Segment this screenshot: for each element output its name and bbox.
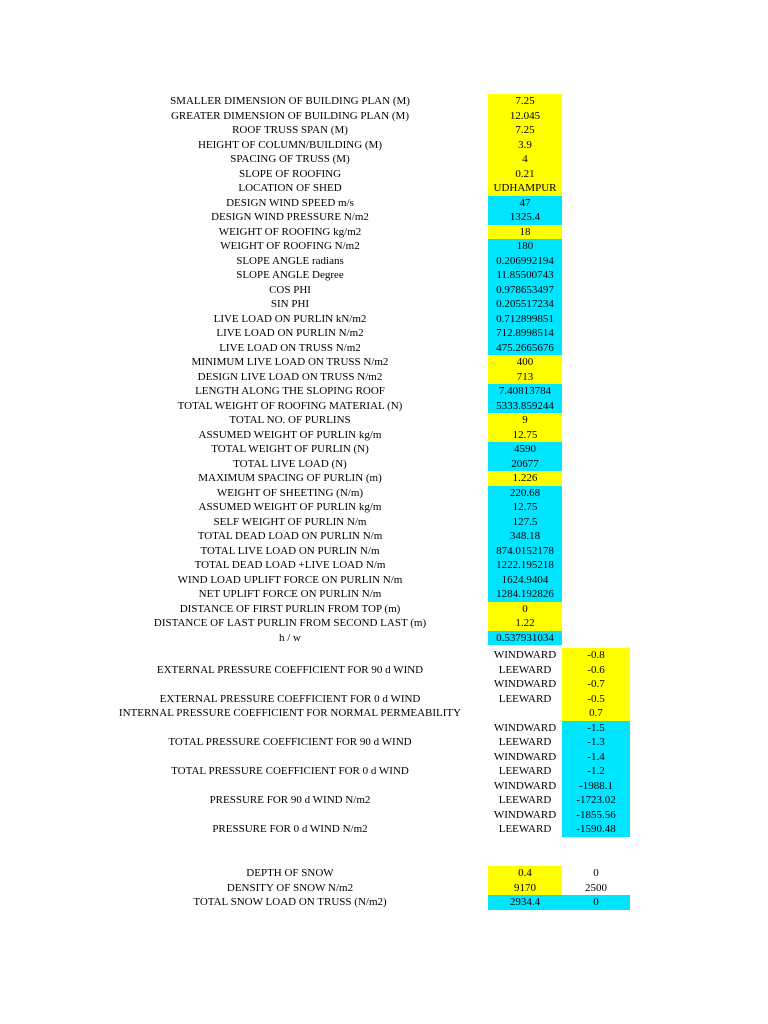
- param-label: DESIGN LIVE LOAD ON TRUSS N/m2: [197, 370, 383, 383]
- coefficient-row: [0, 706, 768, 721]
- param-row: [0, 239, 768, 254]
- param-row: [0, 428, 768, 443]
- snow-row: [0, 881, 768, 896]
- param-label: COS PHI: [269, 283, 311, 296]
- param-value-cell[interactable]: 12.75: [488, 500, 562, 515]
- wind-side-tag: LEEWARD: [498, 794, 552, 806]
- wind-side-tag: WINDWARD: [493, 721, 557, 734]
- coefficient-value-cell[interactable]: -1988.1: [562, 779, 630, 794]
- param-row: [0, 587, 768, 602]
- param-label: SPACING OF TRUSS (M): [230, 153, 350, 165]
- coefficient-row: [0, 764, 768, 779]
- param-row: [0, 355, 768, 370]
- param-label: SELF WEIGHT OF PURLIN N/m: [213, 515, 367, 528]
- param-value-cell[interactable]: 4: [488, 152, 562, 167]
- param-row: [0, 413, 768, 428]
- snow-label: DENSITY OF SNOW N/m2: [226, 881, 354, 894]
- param-value-cell[interactable]: 127.5: [488, 515, 562, 530]
- param-row: [0, 370, 768, 385]
- param-row: [0, 196, 768, 211]
- param-value-cell[interactable]: 1624.9404: [488, 573, 562, 588]
- coefficient-value-cell[interactable]: 0.7: [562, 706, 630, 721]
- coefficient-value-cell[interactable]: -1.2: [562, 764, 630, 779]
- param-value-cell[interactable]: 400: [488, 355, 562, 370]
- wind-side-tag: WINDWARD: [493, 808, 557, 821]
- coefficient-label: EXTERNAL PRESSURE COEFFICIENT FOR 0 d WIND: [159, 692, 421, 705]
- coefficient-value-cell[interactable]: -1855.56: [562, 808, 630, 823]
- snow-extra-cell[interactable]: 2500: [585, 881, 607, 894]
- param-label: DISTANCE OF FIRST PURLIN FROM TOP (m): [179, 602, 401, 615]
- param-value-cell[interactable]: 0.537931034: [488, 631, 562, 646]
- param-row: [0, 616, 768, 631]
- param-label: ROOF TRUSS SPAN (M): [232, 124, 348, 136]
- param-row: [0, 442, 768, 457]
- coefficient-value-cell[interactable]: -0.6: [562, 663, 630, 678]
- param-value-cell[interactable]: 475.2665676: [488, 341, 562, 356]
- coefficient-row: [0, 735, 768, 750]
- param-row: [0, 384, 768, 399]
- param-label: SIN PHI: [270, 298, 310, 310]
- param-value-cell[interactable]: 20677: [488, 457, 562, 472]
- param-label: LENGTH ALONG THE SLOPING ROOF: [195, 385, 385, 397]
- param-row: [0, 254, 768, 269]
- param-value-cell[interactable]: 1.22: [488, 616, 562, 631]
- param-value-cell[interactable]: 874.0152178: [488, 544, 562, 559]
- snow-extra-cell[interactable]: 0: [593, 867, 599, 879]
- param-value-cell[interactable]: 0.21: [488, 167, 562, 182]
- coefficient-label: EXTERNAL PRESSURE COEFFICIENT FOR 90 d WIND: [156, 663, 424, 676]
- wind-side-tag: WINDWARD: [493, 649, 557, 661]
- param-label: SLOPE ANGLE Degree: [236, 269, 344, 281]
- param-label: LIVE LOAD ON PURLIN kN/m2: [213, 312, 367, 325]
- param-label: WIND LOAD UPLIFT FORCE ON PURLIN N/m: [177, 573, 403, 586]
- param-label: WEIGHT OF ROOFING N/m2: [220, 240, 360, 252]
- param-row: [0, 573, 768, 588]
- coefficient-row: [0, 648, 768, 663]
- param-row: [0, 399, 768, 414]
- param-label: DISTANCE OF LAST PURLIN FROM SECOND LAST (m): [153, 617, 427, 629]
- snow-label: DEPTH OF SNOW: [246, 867, 334, 879]
- param-value-cell[interactable]: 0.978653497: [488, 283, 562, 298]
- param-value-cell[interactable]: 0.205517234: [488, 297, 562, 312]
- param-row: [0, 152, 768, 167]
- param-label: DESIGN WIND PRESSURE N/m2: [211, 211, 369, 223]
- param-label: DESIGN WIND SPEED m/s: [226, 196, 354, 209]
- param-row: [0, 138, 768, 153]
- coefficient-row: [0, 721, 768, 736]
- param-row: [0, 268, 768, 283]
- coefficient-value-cell[interactable]: -0.5: [562, 692, 630, 707]
- wind-side-tag: WINDWARD: [493, 779, 557, 792]
- param-row: [0, 181, 768, 196]
- wind-side-tag: LEEWARD: [498, 663, 552, 676]
- param-value-cell[interactable]: 7.25: [488, 94, 562, 109]
- param-value-cell[interactable]: 11.85500743: [488, 268, 562, 283]
- coefficient-row: [0, 779, 768, 794]
- param-label: TOTAL WEIGHT OF ROOFING MATERIAL (N): [177, 399, 403, 412]
- param-row: [0, 341, 768, 356]
- param-label: ASSUMED WEIGHT OF PURLIN kg/m: [198, 501, 382, 513]
- coefficient-row: [0, 677, 768, 692]
- param-row: [0, 297, 768, 312]
- wind-side-tag: LEEWARD: [498, 736, 552, 748]
- snow-value-cell[interactable]: 0.4: [488, 866, 562, 881]
- param-row: [0, 283, 768, 298]
- param-row: [0, 326, 768, 341]
- coefficient-value-cell[interactable]: -0.8: [562, 648, 630, 663]
- coefficient-row: [0, 822, 768, 837]
- coefficient-label: PRESSURE FOR 0 d WIND N/m2: [212, 823, 368, 835]
- param-value-cell[interactable]: 18: [488, 225, 562, 240]
- param-row: [0, 529, 768, 544]
- param-row: [0, 457, 768, 472]
- param-value-cell[interactable]: 0: [488, 602, 562, 617]
- param-label: TOTAL DEAD LOAD ON PURLIN N/m: [197, 530, 383, 542]
- param-row: [0, 225, 768, 240]
- param-label: LIVE LOAD ON PURLIN N/m2: [216, 327, 364, 339]
- param-value-cell[interactable]: 12.045: [488, 109, 562, 124]
- param-label: MINIMUM LIVE LOAD ON TRUSS N/m2: [191, 356, 389, 368]
- param-value-cell[interactable]: 47: [488, 196, 562, 211]
- param-row: [0, 312, 768, 327]
- snow-value-cell[interactable]: 2934.4: [488, 895, 562, 910]
- param-value-cell[interactable]: 712.8998514: [488, 326, 562, 341]
- param-row: [0, 602, 768, 617]
- param-label: MAXIMUM SPACING OF PURLIN (m): [198, 472, 382, 484]
- coefficient-label: PRESSURE FOR 90 d WIND N/m2: [209, 794, 371, 806]
- param-label: TOTAL LIVE LOAD ON PURLIN N/m: [200, 544, 380, 557]
- param-label: SMALLER DIMENSION OF BUILDING PLAN (M): [170, 95, 410, 107]
- param-value-cell[interactable]: 7.25: [488, 123, 562, 138]
- param-value-cell[interactable]: 180: [488, 239, 562, 254]
- param-row: [0, 558, 768, 573]
- param-label: TOTAL DEAD LOAD +LIVE LOAD N/m: [194, 559, 386, 571]
- param-label: TOTAL NO. OF PURLINS: [229, 414, 351, 426]
- param-row: [0, 500, 768, 515]
- coefficient-value-cell[interactable]: -1723.02: [562, 793, 630, 808]
- param-row: [0, 544, 768, 559]
- coefficient-value-cell[interactable]: -1590.48: [562, 822, 630, 837]
- coefficient-row: [0, 692, 768, 707]
- param-row: [0, 486, 768, 501]
- coefficient-value-cell[interactable]: -1.3: [562, 735, 630, 750]
- param-row: [0, 210, 768, 225]
- snow-extra-cell[interactable]: 0: [562, 895, 630, 910]
- param-row: [0, 515, 768, 530]
- snow-row: [0, 866, 768, 881]
- param-label: NET UPLIFT FORCE ON PURLIN N/m: [198, 588, 382, 600]
- param-value-cell[interactable]: UDHAMPUR: [488, 181, 562, 196]
- param-value-cell[interactable]: 220.68: [488, 486, 562, 501]
- param-value-cell[interactable]: 5333.859244: [488, 399, 562, 414]
- param-value-cell[interactable]: 1.226: [488, 471, 562, 486]
- param-value-cell[interactable]: 0.712899851: [488, 312, 562, 327]
- param-row: [0, 631, 768, 646]
- wind-side-tag: LEEWARD: [498, 765, 552, 777]
- param-row: [0, 94, 768, 109]
- coefficient-row: [0, 808, 768, 823]
- wind-side-tag: LEEWARD: [498, 823, 552, 835]
- param-value-cell[interactable]: 3.9: [488, 138, 562, 153]
- param-row: [0, 471, 768, 486]
- param-value-cell[interactable]: 9: [488, 413, 562, 428]
- param-label: WEIGHT OF ROOFING kg/m2: [218, 225, 362, 238]
- snow-value-cell[interactable]: 9170: [488, 881, 562, 896]
- wind-side-tag: LEEWARD: [498, 692, 552, 705]
- snow-row: [0, 895, 768, 910]
- wind-side-tag: WINDWARD: [493, 678, 557, 690]
- param-label: LIVE LOAD ON TRUSS N/m2: [219, 341, 361, 354]
- param-label: TOTAL LIVE LOAD (N): [233, 457, 347, 470]
- param-row: [0, 167, 768, 182]
- coefficient-row: [0, 663, 768, 678]
- param-label: SLOPE OF ROOFING: [238, 167, 342, 180]
- param-label: WEIGHT OF SHEETING (N/m): [216, 486, 364, 499]
- param-label: HEIGHT OF COLUMN/BUILDING (M): [197, 138, 383, 151]
- param-value-cell[interactable]: 0.206992194: [488, 254, 562, 269]
- coefficient-label: INTERNAL PRESSURE COEFFICIENT FOR NORMAL PERMEABILITY: [118, 707, 462, 719]
- param-row: [0, 123, 768, 138]
- param-value-cell[interactable]: 1284.192826: [488, 587, 562, 602]
- param-label: LOCATION OF SHED: [238, 182, 342, 194]
- coefficient-label: TOTAL PRESSURE COEFFICIENT FOR 90 d WIND: [168, 736, 412, 748]
- param-value-cell[interactable]: 4590: [488, 442, 562, 457]
- param-label: GREATER DIMENSION OF BUILDING PLAN (M): [170, 109, 410, 122]
- param-value-cell[interactable]: 7.40813784: [488, 384, 562, 399]
- param-value-cell[interactable]: 1222.195218: [488, 558, 562, 573]
- param-value-cell[interactable]: 348.18: [488, 529, 562, 544]
- param-row: [0, 109, 768, 124]
- param-label: h / w: [279, 631, 301, 644]
- snow-label: TOTAL SNOW LOAD ON TRUSS (N/m2): [193, 896, 387, 908]
- coefficient-value-cell[interactable]: -1.4: [562, 750, 630, 765]
- wind-side-tag: WINDWARD: [493, 750, 557, 763]
- coefficient-value-cell[interactable]: -1.5: [562, 721, 630, 736]
- param-label: TOTAL WEIGHT OF PURLIN (N): [211, 443, 369, 455]
- param-label: ASSUMED WEIGHT OF PURLIN kg/m: [198, 428, 382, 441]
- coefficient-row: [0, 750, 768, 765]
- param-value-cell[interactable]: 713: [488, 370, 562, 385]
- coefficient-value-cell[interactable]: -0.7: [562, 677, 630, 692]
- coefficient-label: TOTAL PRESSURE COEFFICIENT FOR 0 d WIND: [171, 765, 409, 777]
- param-label: SLOPE ANGLE radians: [236, 254, 344, 267]
- param-value-cell[interactable]: 1325.4: [488, 210, 562, 225]
- param-value-cell[interactable]: 12.75: [488, 428, 562, 443]
- coefficient-row: [0, 793, 768, 808]
